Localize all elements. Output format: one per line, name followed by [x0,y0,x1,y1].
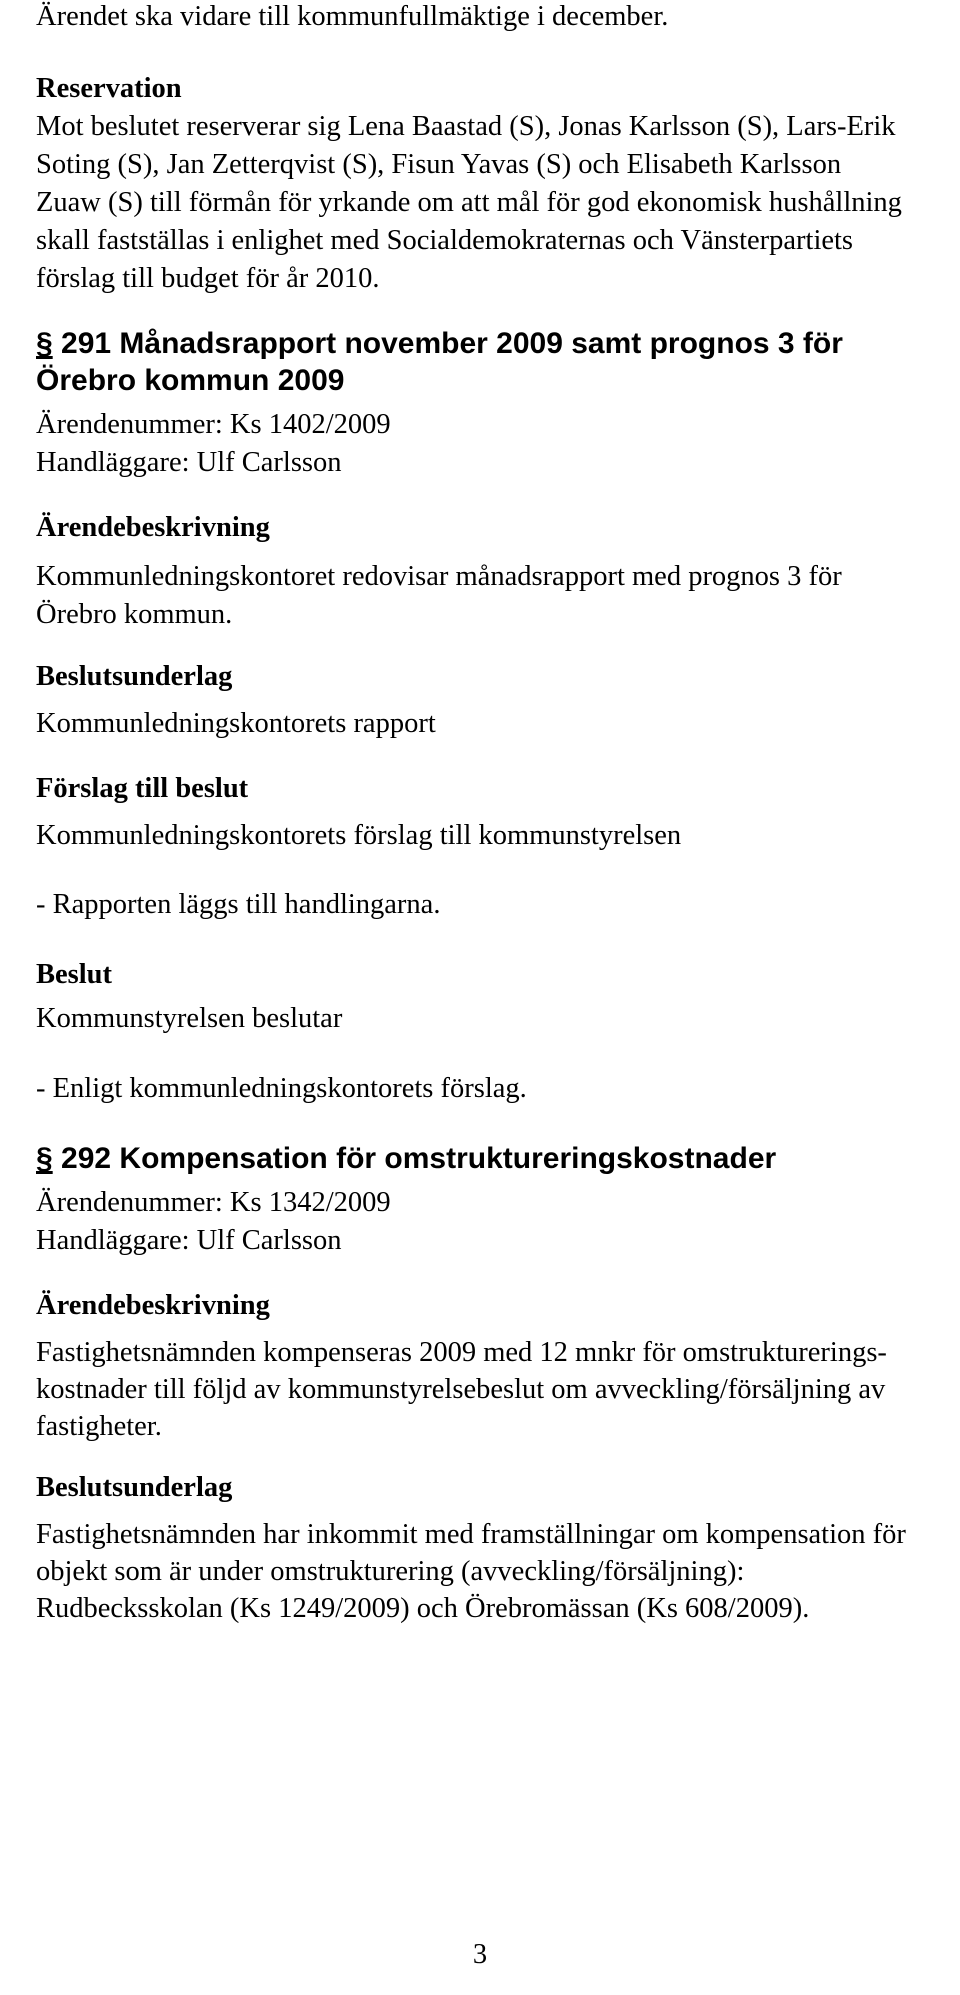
item-291-decision-heading: Beslut [36,959,113,990]
item-291-description-heading: Ärendebeskrivning [36,512,270,543]
page-number: 3 [472,1939,488,1970]
item-292-basis-line: Fastighetsnämnden har inkommit med framställningar om kompensation för [36,1519,906,1550]
item-292-description-line: kostnader till följd av kommunstyrelsebeslut om avveckling/försäljning av [36,1374,886,1405]
item-292-description-line: Fastighetsnämnden kompenseras 2009 med 12 mnkr för omstrukturerings- [36,1337,887,1368]
item-292-basis-line: Rudbecksskolan (Ks 1249/2009) och Örebromässan (Ks 608/2009). [36,1593,810,1624]
paragraph-mark: § [36,327,53,360]
reservation-text-line: förslag till budget för år 2010. [36,263,380,294]
reservation-text-line: Soting (S), Jan Zetterqvist (S), Fisun Yavas (S) och Elisabeth Karlsson [36,149,842,180]
reservation-text-line: skall fastställas i enlighet med Socialdemokraternas och Vänsterpartiets [36,225,854,256]
item-291-proposal-text: Kommunledningskontorets förslag till kommunstyrelsen [36,820,682,851]
item-292-handler: Handläggare: Ulf Carlsson [36,1225,342,1256]
item-291-proposal-item: - Rapporten läggs till handlingarna. [36,889,441,920]
reservation-text-line: Mot beslutet reserverar sig Lena Baastad (S), Jonas Karlsson (S), Lars-Erik [36,111,896,142]
intro-text: Ärendet ska vidare till kommunfullmäktige i december. [36,1,669,32]
item-291-handler: Handläggare: Ulf Carlsson [36,447,342,478]
item-291-title [36,327,843,361]
item-292-description-heading: Ärendebeskrivning [36,1290,270,1321]
paragraph-mark: § [36,1142,53,1175]
item-292-title [36,1142,776,1176]
item-292-title-text: 292 Kompensation för omstruktureringskostnader [52,1142,777,1175]
item-291-title-line-2: Örebro kommun 2009 [36,364,345,397]
item-291-description-line: Örebro kommun. [36,599,233,630]
item-292-case-number: Ärendenummer: Ks 1342/2009 [36,1187,391,1218]
reservation-text-line: Zuaw (S) till förmån för yrkande om att mål för god ekonomisk hushållning [36,187,902,218]
item-291-proposal-heading: Förslag till beslut [36,773,249,804]
item-291-title-text: 291 Månadsrapport november 2009 samt prognos 3 för [52,327,843,360]
item-291-case-number: Ärendenummer: Ks 1402/2009 [36,409,391,440]
item-291-basis-heading: Beslutsunderlag [36,661,233,692]
reservation-heading: Reservation [36,73,182,104]
item-292-basis-heading: Beslutsunderlag [36,1472,233,1503]
item-292-description-line: fastigheter. [36,1411,162,1442]
item-291-decision-text: Kommunstyrelsen beslutar [36,1003,343,1034]
item-292-basis-line: objekt som är under omstrukturering (avveckling/försäljning): [36,1556,745,1587]
item-291-decision-item: - Enligt kommunledningskontorets förslag. [36,1073,527,1104]
item-291-description-line: Kommunledningskontoret redovisar månadsrapport med prognos 3 för [36,561,842,592]
item-291-basis-text: Kommunledningskontorets rapport [36,708,436,739]
